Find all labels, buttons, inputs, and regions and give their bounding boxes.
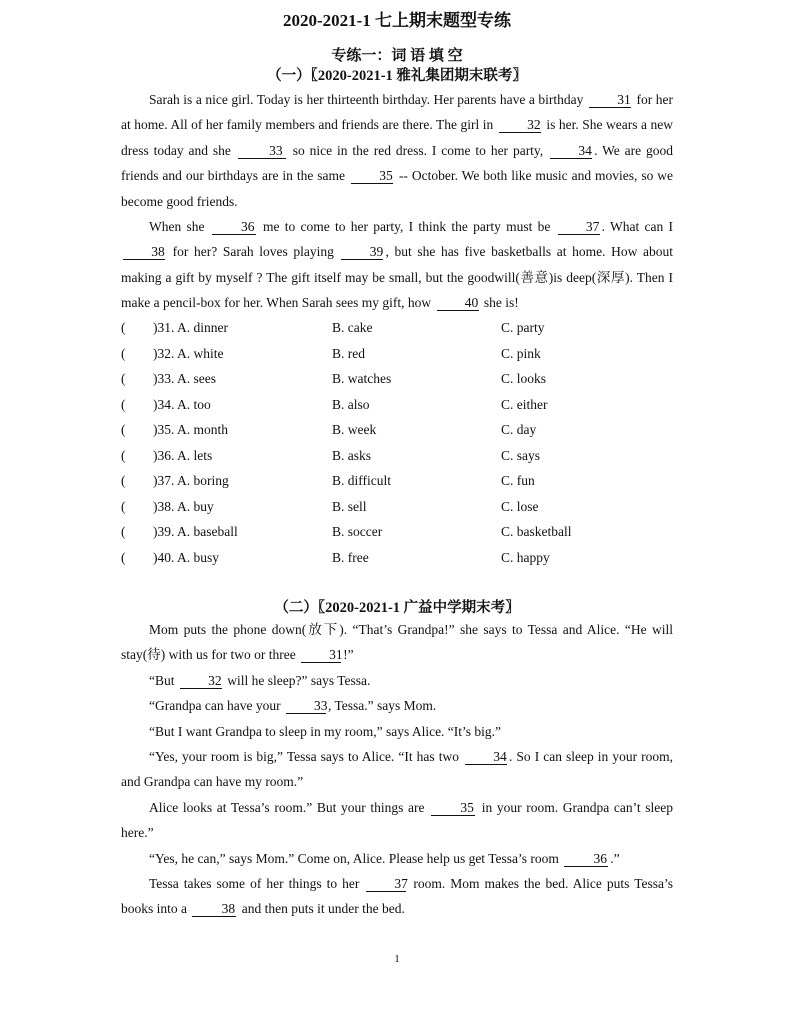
option-row-37: [121, 473, 681, 499]
section2-heading: （二）〖2020-2021-1 广益中学期末考〗: [274, 600, 520, 616]
option-row-38: [121, 499, 681, 525]
option-b: B. also: [332, 396, 370, 412]
blank-38[interactable]: 38: [123, 244, 165, 260]
blank-36[interactable]: 36: [212, 219, 256, 235]
passage-text: .”: [610, 850, 620, 866]
blank-33[interactable]: 33: [286, 698, 326, 714]
option-c: C. either: [501, 396, 548, 412]
option-b: B. free: [332, 549, 369, 565]
passage-text: . What can I: [601, 219, 673, 235]
option-c: C. day: [501, 422, 537, 437]
option-a: )39. A. baseball: [153, 524, 238, 539]
option-a: )40. A. busy: [153, 549, 220, 565]
answer-bracket[interactable]: (: [121, 549, 126, 565]
option-b: B. soccer: [332, 524, 383, 539]
option-c: C. looks: [501, 371, 547, 386]
passage-text: “Yes, he can,” says Mom.” Come on, Alice. Please help us get Tessa’s room: [149, 850, 559, 866]
section1-passage: [121, 87, 673, 316]
passage-paragraph: [121, 87, 673, 214]
passage-text: room, and Grandpa can have my room.”: [121, 749, 674, 790]
blank-37[interactable]: 37: [366, 876, 406, 892]
option-c: C. happy: [501, 549, 550, 565]
passage-text: “But I want Grandpa to sleep in my room,” says Alice. “It’s big.”: [149, 723, 502, 739]
passage-text: me to come to her party, I think the party must be: [262, 219, 551, 235]
passage-paragraph: [121, 214, 673, 316]
passage-text: When she: [149, 219, 205, 235]
section1-options: [121, 320, 681, 575]
passage-text: is her. She: [546, 117, 603, 133]
option-b: B. asks: [332, 447, 372, 463]
option-a: )35. A. month: [153, 422, 229, 437]
passage-paragraph: [121, 795, 673, 846]
section1-heading: （一）〖2020-2021-1 雅礼集团期末联考〗: [267, 68, 527, 84]
passage-text: , but she has five basketballs at home. How about: [385, 244, 674, 260]
option-c: C. lose: [501, 498, 539, 514]
passage-paragraph: [121, 617, 673, 668]
passage-text: music and movies, so we become good friends.: [121, 168, 674, 209]
passage-text: making a gift by myself ? The gift itself may be small, but the goodwill(善意)is deep(深厚).: [121, 269, 633, 285]
blank-31[interactable]: 31: [589, 92, 631, 108]
blank-34[interactable]: 34: [465, 749, 507, 765]
passage-text: she is!: [483, 295, 519, 311]
option-c: C. fun: [501, 473, 535, 488]
passage-text: wears a new dress today and she: [121, 117, 674, 158]
document-title: 2020-2021-1 七上期末题型专练: [282, 11, 512, 30]
exercise-subtitle: 专练一：词 语 填 空: [331, 48, 463, 64]
option-row-36: [121, 448, 681, 474]
passage-text: stay(待) with us for two or three: [121, 647, 296, 663]
answer-bracket[interactable]: (: [121, 473, 126, 488]
passage-text: “Grandpa can have your: [149, 698, 281, 714]
blank-35[interactable]: 35: [431, 800, 475, 816]
passage-text: and then puts it under the bed.: [241, 901, 405, 917]
option-b: B. week: [332, 422, 377, 437]
option-row-39: [121, 524, 681, 550]
blank-31[interactable]: 31: [301, 647, 341, 663]
option-row-31: [121, 320, 681, 346]
option-c: C. says: [501, 447, 541, 463]
option-b: B. cake: [332, 320, 373, 335]
passage-text: for her? Sarah loves playing: [172, 244, 334, 260]
passage-text: room. Mom makes the bed. Alice puts: [413, 876, 630, 892]
option-row-35: [121, 422, 681, 448]
section2-passage: [121, 617, 673, 922]
passage-paragraph: [121, 668, 673, 693]
option-row-32: [121, 346, 681, 372]
option-b: B. sell: [332, 498, 367, 514]
blank-32[interactable]: 32: [180, 673, 222, 689]
passage-text: for her at home. All of her family members and friends are there. The girl in: [121, 92, 674, 133]
option-a: )32. A. white: [153, 345, 224, 361]
answer-bracket[interactable]: (: [121, 422, 126, 437]
option-a: )33. A. sees: [153, 371, 216, 386]
option-c: C. pink: [501, 345, 541, 361]
passage-text: in your room. Grandpa can’t: [481, 799, 641, 815]
option-a: )37. A. boring: [153, 473, 229, 488]
blank-37[interactable]: 37: [558, 219, 600, 235]
passage-text: !”: [343, 647, 354, 663]
option-row-34: [121, 397, 681, 423]
passage-text: Tessa takes some of her things to her: [149, 876, 360, 892]
answer-bracket[interactable]: (: [121, 498, 126, 514]
answer-bracket[interactable]: (: [121, 320, 126, 335]
passage-text: Tessa’s books into a: [121, 876, 674, 917]
passage-text: sleep here.”: [121, 799, 674, 841]
option-a: )34. A. too: [153, 396, 211, 412]
passage-text: so nice in the red dress. I come to her party,: [292, 142, 544, 158]
blank-33[interactable]: 33: [238, 143, 286, 159]
blank-35[interactable]: 35: [351, 168, 393, 184]
passage-paragraph: [121, 693, 673, 718]
option-b: B. difficult: [332, 473, 391, 488]
passage-paragraph: [121, 744, 673, 795]
passage-text: “Yes, your room is big,” Tessa says to Alice. “It has two: [149, 749, 459, 765]
passage-paragraph: [121, 719, 673, 744]
option-b: B. watches: [332, 371, 392, 386]
passage-text: Alice looks at Tessa’s room.” But your things are: [149, 799, 425, 815]
blank-38[interactable]: 38: [192, 901, 236, 917]
blank-39[interactable]: 39: [341, 244, 383, 260]
option-a: )36. A. lets: [153, 447, 213, 463]
passage-paragraph: [121, 846, 673, 871]
option-a: )38. A. buy: [153, 498, 214, 514]
passage-text: . We are good friends and our birthdays are in the same: [121, 142, 674, 184]
option-a: )31. A. dinner: [153, 320, 228, 335]
passage-text: Then I make a pencil-box for her. When Sarah sees my gift, how: [121, 269, 674, 311]
answer-bracket[interactable]: (: [121, 345, 126, 361]
passage-text: -- October. We both like: [398, 168, 532, 184]
option-row-40: [121, 550, 681, 576]
option-row-33: [121, 371, 681, 397]
passage-text: “But: [149, 672, 175, 688]
page-number: 1: [394, 953, 400, 965]
option-b: B. red: [332, 345, 365, 361]
answer-bracket[interactable]: (: [121, 371, 126, 386]
passage-text: Mom puts the phone down(放下). “That’s Grandpa!” she says to Tessa and Alice. “He will: [149, 622, 673, 637]
passage-text: . So I can sleep in your: [509, 749, 638, 765]
passage-text: Sarah is a nice girl. Today is her thirteenth birthday. Her parents have a birthday: [149, 92, 584, 107]
blank-34[interactable]: 34: [550, 143, 592, 159]
answer-bracket[interactable]: (: [121, 396, 126, 412]
blank-36[interactable]: 36: [564, 851, 608, 867]
option-c: C. basketball: [501, 524, 572, 539]
passage-text: , Tessa.” says Mom.: [327, 698, 437, 714]
passage-text: will he sleep?” says Tessa.: [227, 672, 371, 688]
answer-bracket[interactable]: (: [121, 447, 126, 463]
option-c: C. party: [501, 320, 545, 335]
blank-32[interactable]: 32: [499, 117, 541, 133]
blank-40[interactable]: 40: [437, 295, 479, 311]
answer-bracket[interactable]: (: [121, 524, 126, 539]
passage-paragraph: [121, 871, 673, 922]
